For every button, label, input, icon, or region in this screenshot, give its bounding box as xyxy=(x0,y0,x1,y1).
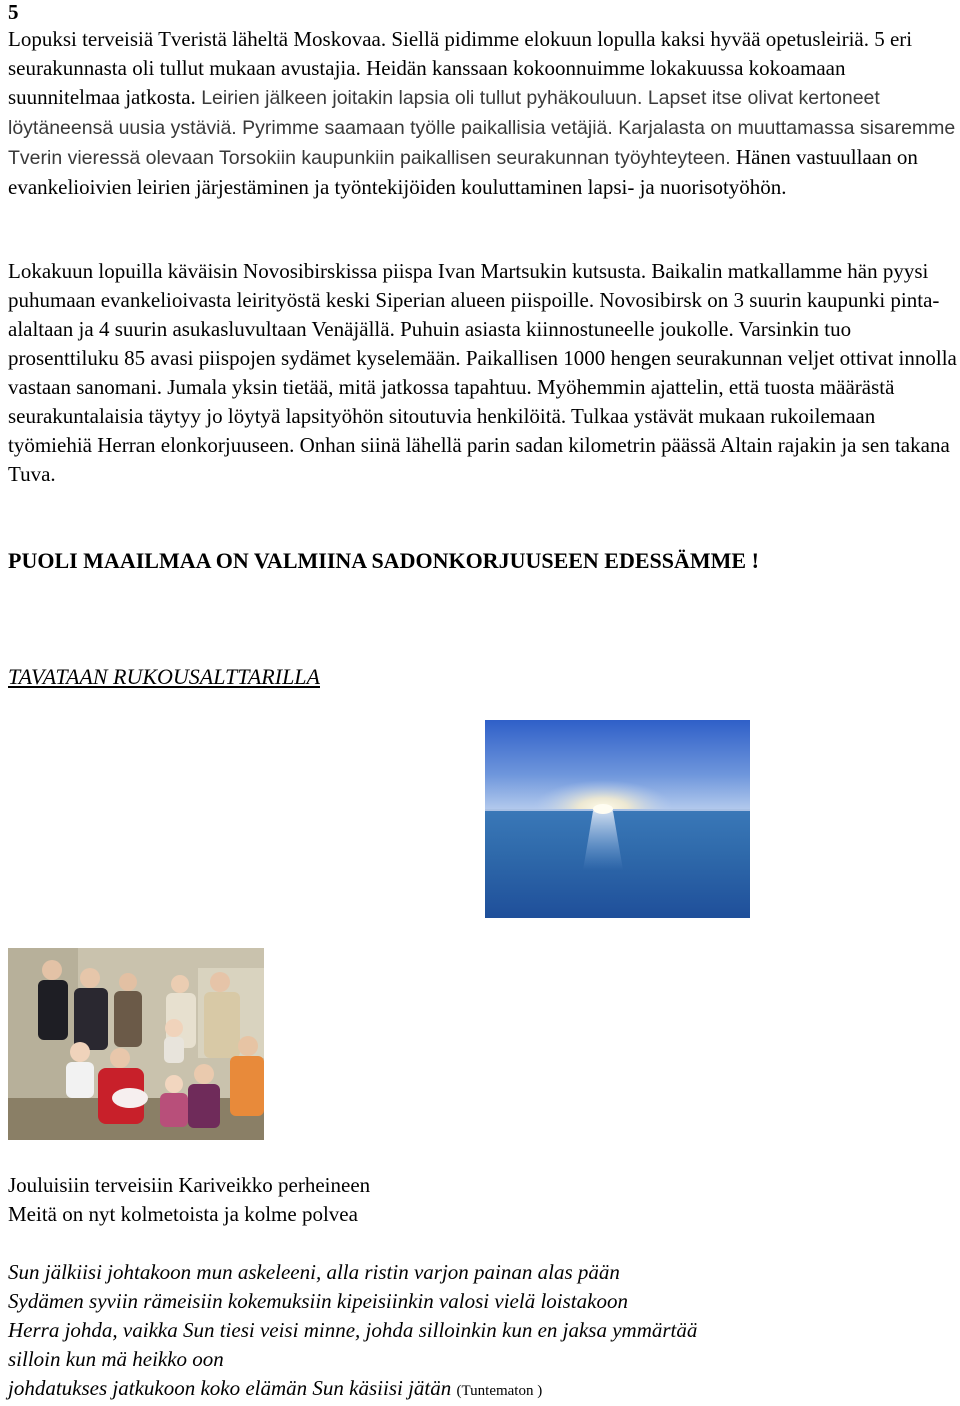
poem-line-2: Sydämen syviin rämeisiin kokemuksiin kipeisiinkin valosi vielä loistakoon xyxy=(8,1289,628,1313)
heading-prayer-altar: TAVATAAN RUKOUSALTTARILLA xyxy=(8,664,320,689)
paragraph-tver-part2: Leirien jälkeen joitakin lapsia oli tullut pyhäkouluun. Lapset itse olivat kertoneet löytäneensä uusia ystäviä. Pyrimme saamaan työlle paikallisia vetäjiä. Karjalasta on muuttamassa sisaremme Tverin vieressä olevaan Torsokiin kaupunkiin paikallisen seurakunnan työyhteyteen. xyxy=(8,87,956,169)
poem-line-3: Herra johda, vaikka Sun tiesi veisi minne, johda silloinkin kun en jaksa ymmärtää xyxy=(8,1318,698,1342)
paragraph-tver-part1: Lopuksi terveisiä Tveristä läheltä Moskovaa. Siellä pidimme elokuun lopulla kaksi hyvää opetusleiriä. 5 eri seurakunnasta oli tullut mukaan avustajia. Heidän kanssaan kokoonnuimme lokakuussa kokoamaan suunnitelmaa jatkosta. xyxy=(8,27,913,109)
greeting-line-2: Meitä on nyt kolmetoista ja kolme polvea xyxy=(8,1202,358,1226)
family-photo xyxy=(8,948,264,1140)
paragraph-novosibirsk: Lokakuun lopuilla käväisin Novosibirskissa piispa Ivan Martsukin kutsusta. Baikalin matkallamme hän pyysi puhumaan evankelioivasta leirityöstä keski Siperian alueen piispoille. Novosibirsk on 3 suurin kaupunki pinta-alaltaan ja 4 suurin asukasluvultaan Venäjällä. Puhuin asiasta kiinnostuneelle joukolle. Varsinkin tuo prosenttiluku 85 avasi piispojen sydämet kyselemään. Paikallisen 1000 hengen seurakunnan veljet ottivat innolla vastaan sanomani. Jumala yksin tietää, mitä jatkossa tapahtuu. Myöhemmin ajattelin, että tuosta määrästä seurakuntalaisia täytyy jo löytyä lapsityöhön sitoutuvia henkilöitä. Tulkaa ystävät mukaan rukoilemaan työmiehiä Herran elonkorjuuseen. Onhan siinä lähellä parin sadan kilometrin päässä Altain rajakin ja sen takana Tuva. xyxy=(8,259,957,486)
family-group-image xyxy=(8,948,264,1140)
poem-block xyxy=(8,1258,948,1406)
paragraph-tver-part3: Hänen vastuullaan on evankelioivien leirien järjestäminen ja työntekijöiden kouluttaminen lapsi- ja nuorisotyöhön. xyxy=(8,145,918,199)
horizon-line xyxy=(485,809,750,811)
poem-line-4: silloin kun mä heikko oon xyxy=(8,1347,224,1371)
page-number: 5 xyxy=(8,0,19,24)
poem-credit: (Tuntematon ) xyxy=(456,1383,543,1399)
greeting-line-1: Jouluisiin terveisiin Kariveikko perheineen xyxy=(8,1173,371,1197)
sun xyxy=(593,804,613,814)
sunset-sea-photo xyxy=(485,720,750,918)
poem-line-1: Sun jälkiisi johtakoon mun askeleeni, alla ristin varjon painan alas pään xyxy=(8,1260,620,1284)
poem-line-5-text: johdatukses jatkukoon koko elämän Sun käsiisi jätän xyxy=(8,1376,452,1400)
paragraph-tver xyxy=(8,25,958,202)
heading-harvest: PUOLI MAAILMAA ON VALMIINA SADONKORJUUSEEN EDESSÄMME ! xyxy=(8,548,759,573)
greeting-block xyxy=(8,1171,908,1229)
sunset-sea-image xyxy=(485,720,750,918)
poem-line-5 xyxy=(8,1374,948,1406)
